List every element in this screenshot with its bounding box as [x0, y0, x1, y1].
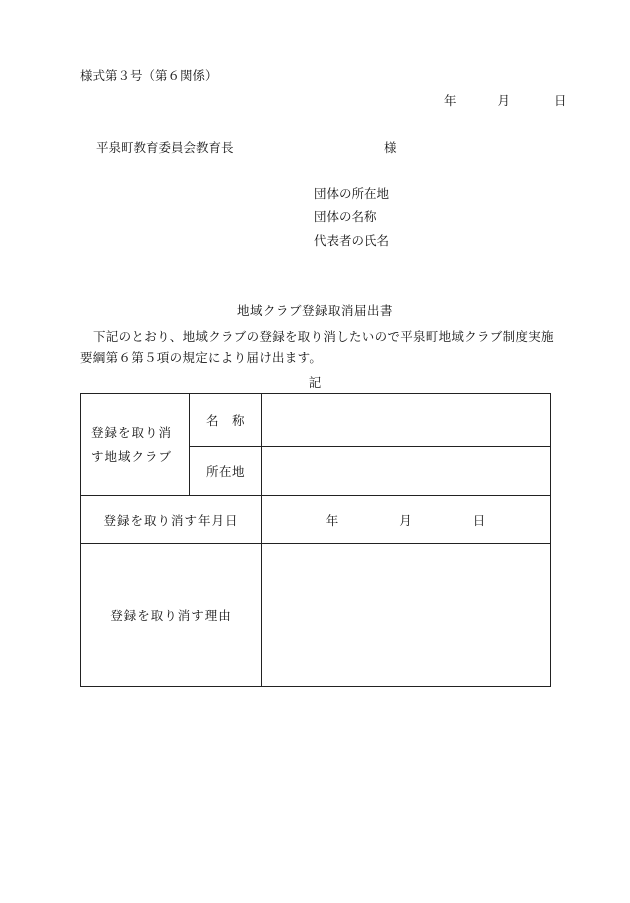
name-value-cell[interactable] — [262, 394, 551, 447]
group-label-cell — [81, 394, 190, 496]
group-label: 登録を取り消す地域クラブ — [91, 424, 173, 464]
body-text-content: 下記のとおり、地域クラブの登録を取り消したいので平泉町地域クラブ制度実施要綱第６第５項の規定により届け出ます。 — [80, 329, 554, 365]
sender-address-label: 団体の所在地 — [314, 186, 390, 201]
address-label-cell — [190, 447, 262, 496]
ki-heading: 記 — [308, 375, 322, 390]
cancel-date-value-cell[interactable] — [262, 496, 551, 544]
sender-representative-label: 代表者の氏名 — [314, 233, 390, 248]
date-line — [444, 91, 566, 109]
address-value-cell[interactable] — [262, 447, 551, 496]
form-number: 様式第３号（第６関係） — [80, 68, 218, 83]
cancel-date-label-cell — [81, 496, 262, 544]
date-month-label: 月 — [497, 93, 510, 108]
date-year-label: 年 — [444, 93, 457, 108]
body-text — [80, 326, 560, 368]
cancel-date-day: 日 — [472, 512, 487, 528]
reason-value-cell[interactable] — [262, 544, 551, 687]
reason-label-cell — [81, 544, 262, 687]
sender-name-label: 団体の名称 — [314, 209, 377, 224]
cancel-date-month: 月 — [399, 512, 413, 528]
name-label: 名 称 — [205, 413, 245, 428]
cancel-date-year: 年 — [325, 512, 340, 528]
date-day-label: 日 — [553, 93, 567, 108]
cancel-date-label: 登録を取り消す年月日 — [103, 512, 239, 528]
address-label: 所在地 — [205, 464, 245, 479]
document-title: 地域クラブ登録取消届出書 — [236, 303, 393, 318]
addressee: 平泉町教育委員会教育長 — [96, 140, 234, 155]
name-label-cell — [190, 394, 262, 447]
reason-label: 登録を取り消す理由 — [110, 608, 232, 623]
cancellation-table — [80, 393, 551, 687]
honorific: 様 — [384, 140, 397, 155]
